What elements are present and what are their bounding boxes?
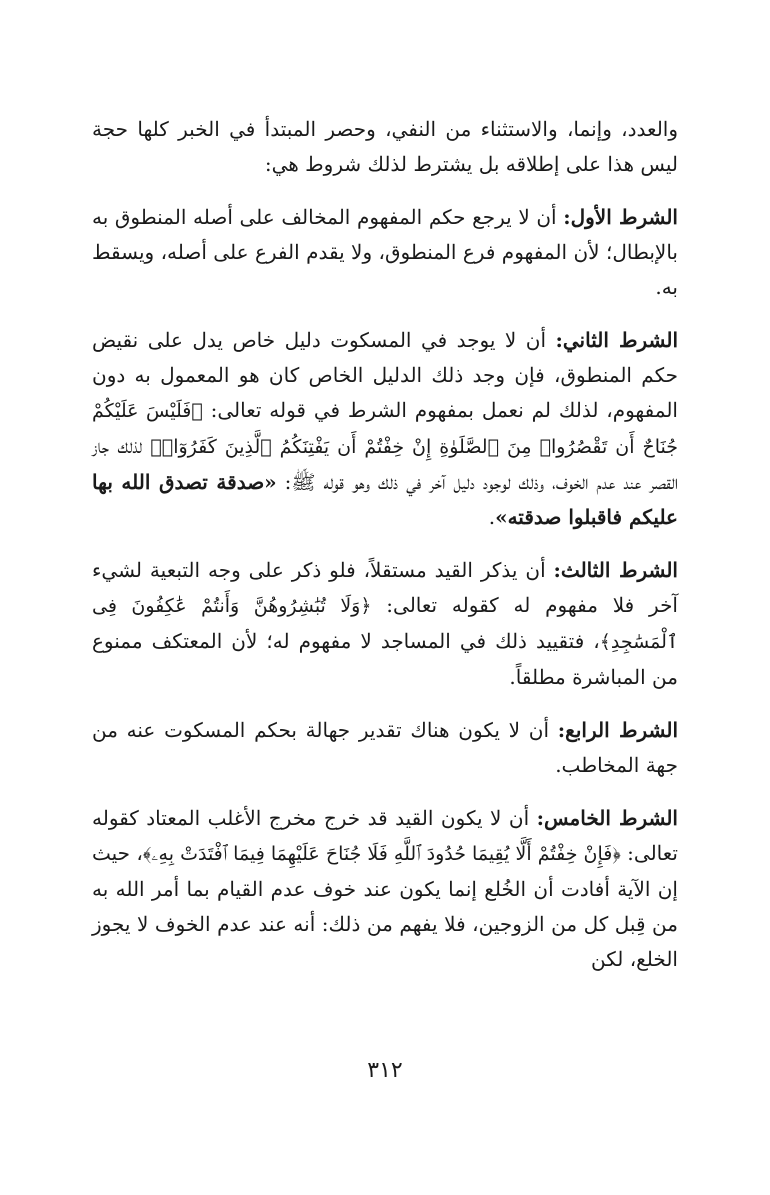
condition-2-text-middle: لذلك جاز القصر عند عدم الخوف، وذلك لوجود دليل آخر في ذلك وهو قوله ﷺ:: [92, 434, 679, 494]
condition-2-text-before: أن لا يوجد في المسكوت دليل خاص يدل على نقيض حكم المنطوق، فإن وجد ذلك الدليل الخاص كان هو المعمول به دون المفهوم، لذلك لم نعمل بمفهوم الشرط في قوله تعالى:: [92, 328, 678, 422]
condition-1-text: أن لا يرجع حكم المفهوم المخالف على أصله المنطوق به بالإبطال؛ لأن المفهوم فرع المنطوق، ولا يقدم الفرع على أصله، ويسقط به.: [92, 205, 678, 299]
condition-5-text-before: أن لا يكون القيد قد خرج مخرج الأغلب المعتاد كقوله تعالى:: [92, 806, 678, 865]
condition-2-title: الشرط الثاني:: [555, 328, 678, 352]
condition-4-text: أن لا يكون هناك تقدير جهالة بحكم المسكوت عنه من جهة المخاطب.: [92, 718, 678, 777]
condition-3-quran-verse: ﴿وَلَا تُبَٰشِرُوهُنَّ وَأَنتُمْ عَٰكِفُونَ فِى ٱلْمَسَٰجِدِ﴾: [92, 595, 678, 653]
condition-3: [92, 553, 678, 695]
condition-2-quran-verse: ﴿فَلَيْسَ عَلَيْكُمْ جُنَاحٌ أَن تَقْصُرُوا۟ مِنَ ٱلصَّلَوٰةِ إِنْ خِفْتُمْ أَن يَفْتِنَكُمُ ٱلَّذِينَ كَفَرُوٓا۟﴾: [92, 400, 678, 458]
condition-4-title: الشرط الرابع:: [557, 718, 678, 742]
intro-paragraph: [92, 112, 678, 182]
condition-2-hadith: «صدقة تصدق الله بها عليكم فاقبلوا صدقته»: [92, 470, 678, 529]
condition-3-text-before: أن يذكر القيد مستقلاً، فلو ذكر على وجه التبعية لشيء آخر فلا مفهوم له كقوله تعالى:: [92, 558, 678, 617]
intro-line-1: والعدد، وإنما، والاستثناء من النفي، وحصر المبتدأ في الخبر كلها: [137, 117, 679, 141]
condition-1-title: الشرط الأول:: [563, 205, 678, 229]
condition-5: [92, 801, 678, 977]
condition-4: [92, 713, 678, 783]
condition-5-quran-verse: ﴿فَإِنْ خِفْتُمْ أَلَّا يُقِيمَا حُدُودَ ٱللَّهِ فَلَا جُنَاحَ عَلَيْهِمَا فِيمَا ٱفْتَدَتْ بِهِۦ﴾: [142, 843, 621, 865]
condition-2: [92, 323, 678, 535]
condition-2-text-after: .: [488, 505, 496, 529]
page-number: ٣١٢: [367, 1058, 403, 1083]
condition-5-title: الشرط الخامس:: [536, 806, 678, 830]
condition-3-title: الشرط الثالث:: [553, 558, 678, 582]
condition-3-text-after: ، فتقييد ذلك في المساجد لا مفهوم له؛ لأن المعتكف ممنوع من المباشرة مطلقاً.: [92, 629, 678, 689]
intro-line-2: حجة ليس هذا على إطلاقه بل يشترط لذلك شروط هي:: [92, 117, 678, 176]
page-body: [92, 112, 678, 995]
condition-1: [92, 200, 678, 305]
condition-5-text-after: ، حيث إن الآية أفادت أن الخُلع إنما يكون عند خوف عدم القيام بما أمر الله به من قِبل كل من الزوجين، فلا يفهم من ذلك: أنه عند عدم الخوف لا يجوز الخلع، لكن: [92, 841, 678, 971]
